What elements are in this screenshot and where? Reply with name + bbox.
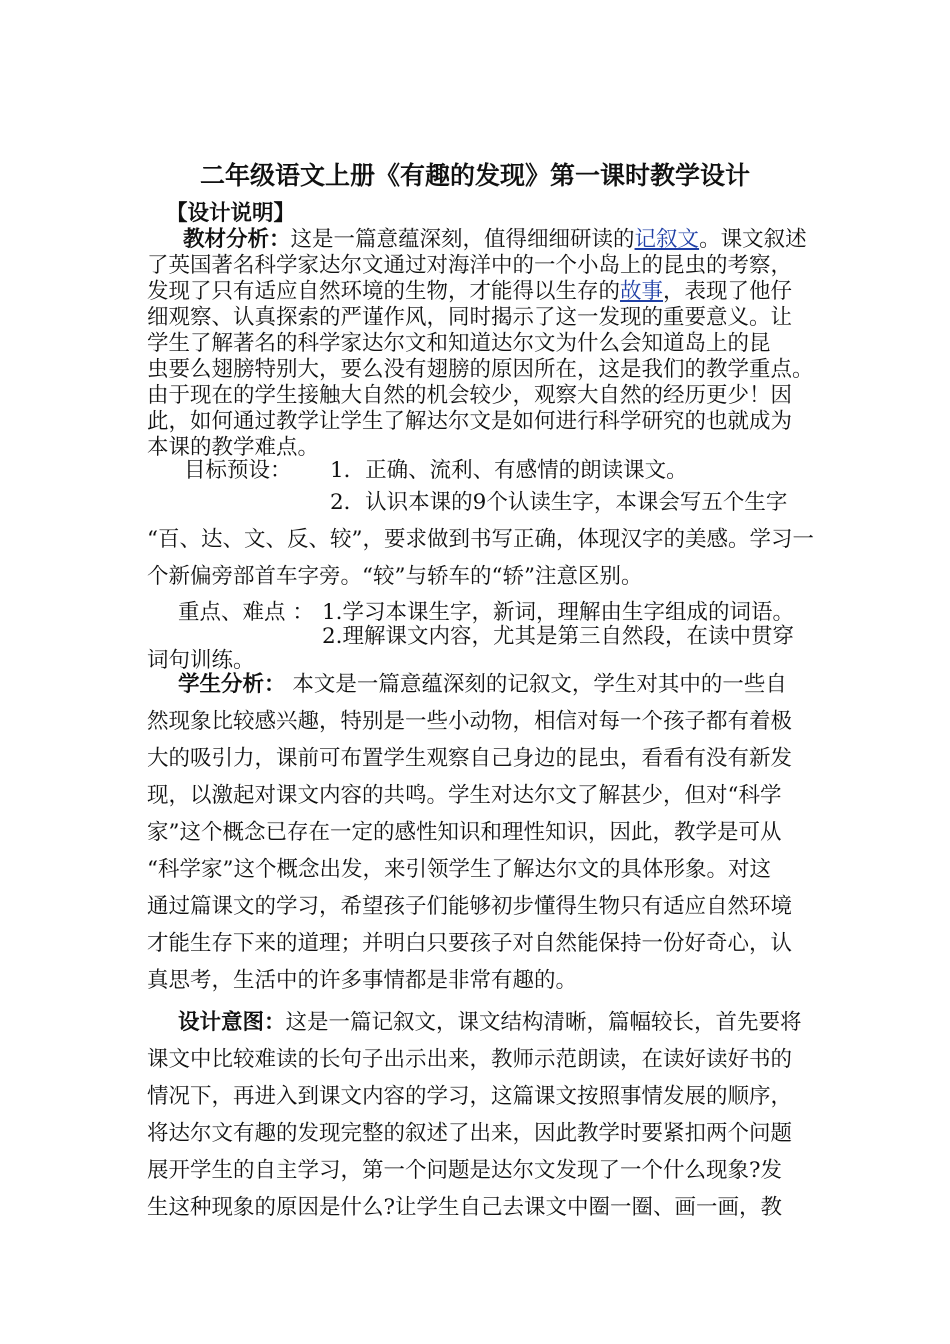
key-points-label: 重点、难点 ： — [178, 600, 314, 625]
material-line-4: 细观察、认真探索的严谨作风，同时揭示了这一发现的重要意义。让 — [147, 305, 793, 330]
student-text: 本文是一篇意蕴深刻的记叙文，学生对其中的一些自 — [285, 672, 787, 697]
student-line-6: “科学家”这个概念出发，来引领学生了解达尔文的具体形象。对这 — [147, 857, 771, 882]
key-point-1: 1.学习本课生字，新词，理解由生字组成的词语。 — [322, 600, 795, 625]
material-line-3 — [147, 279, 792, 305]
material-line-9: 本课的教学难点。 — [147, 435, 320, 460]
student-line-7: 通过篇课文的学习，希望孩子们能够初步懂得生物只有适应自然环境 — [147, 894, 793, 919]
design-line-6: 生这种现象的原因是什么?让学生自己去课文中圈一圈、画一画，教 — [147, 1195, 783, 1220]
key-point-2: 2.理解课文内容，尤其是第三自然段，在读中贯穿 — [322, 624, 795, 649]
material-line-5: 学生了解著名的科学家达尔文和知道达尔文为什么会知道岛上的昆 — [147, 331, 771, 356]
material-label: 教材分析 — [183, 227, 270, 252]
material-line-7: 由于现在的学生接触大自然的机会较少，观察大自然的经历更少！因 — [147, 383, 793, 408]
material-text: 。课文叙述 — [699, 227, 807, 252]
goal-item-2-line-2: “百、达、文、反、较”，要求做到书写正确，体现汉字的美感。学习一 — [147, 527, 814, 552]
design-line-5: 展开学生的自主学习，第一个问题是达尔文发现了一个什么现象?发 — [147, 1158, 783, 1183]
student-line-2: 然现象比较感兴趣，特别是一些小动物，相信对每一个孩子都有着极 — [147, 709, 793, 734]
goal-item-2: 2．认识本课的9个认读生字，本课会写五个生字 — [330, 490, 788, 515]
material-line-2: 了英国著名科学家达尔文通过对海洋中的一个小岛上的昆虫的考察， — [147, 253, 793, 278]
goal-item-2-line-3: 个新偏旁部首车字旁。“较”与轿车的“轿”注意区别。 — [147, 564, 643, 589]
student-line-9: 真思考，生活中的许多事情都是非常有趣的。 — [147, 968, 578, 993]
design-line-3: 情况下，再进入到课文内容的学习，这篇课文按照事情发展的顺序， — [147, 1084, 793, 1109]
section-heading: 【设计说明】 — [166, 201, 296, 226]
student-label: 学生分析： — [178, 672, 286, 697]
material-text: 这是一篇意蕴深刻，值得细细研读的 — [290, 227, 635, 252]
student-line-3: 大的吸引力，课前可布置学生观察自己身边的昆虫，看看有没有新发 — [147, 746, 793, 771]
student-line-1 — [178, 672, 787, 698]
student-line-8: 才能生存下来的道理；并明白只要孩子对自然能保持一份好奇心，认 — [147, 931, 793, 956]
goals-label: 目标预设： — [184, 458, 292, 483]
narrative-link[interactable]: 记叙文 — [634, 227, 700, 252]
material-text: 发现了只有适应自然环境的生物，才能得以生存的 — [147, 279, 621, 304]
material-line-1 — [183, 227, 807, 253]
design-line-4: 将达尔文有趣的发现完整的叙述了出来，因此教学时要紧扣两个问题 — [147, 1121, 793, 1146]
document-title: 二年级语文上册《有趣的发现》第一课时教学设计 — [199, 161, 750, 190]
material-text: ，表现了他仔 — [663, 279, 793, 304]
design-text: 这是一篇记叙文，课文结构清晰，篇幅较长，首先要将 — [285, 1010, 802, 1035]
material-colon: ： — [269, 227, 291, 252]
design-label: 设计意图： — [178, 1010, 286, 1035]
design-line-1 — [178, 1010, 802, 1036]
key-point-2-line-2: 词句训练。 — [147, 648, 255, 673]
student-line-4: 现，以激起对课文内容的共鸣。学生对达尔文了解甚少，但对“科学 — [147, 783, 782, 808]
student-line-5: 家”这个概念已存在一定的感性知识和理性知识，因此，教学是可从 — [147, 820, 782, 845]
goal-item-1: 1．正确、流利、有感情的朗读课文。 — [330, 458, 688, 483]
story-link[interactable]: 故事 — [620, 279, 664, 304]
material-line-6: 虫要么翅膀特别大，要么没有翅膀的原因所在，这是我们的教学重点。 — [147, 357, 814, 382]
material-line-8: 此，如何通过教学让学生了解达尔文是如何进行科学研究的也就成为 — [147, 409, 793, 434]
design-line-2: 课文中比较难读的长句子出示出来，教师示范朗读，在读好读好书的 — [147, 1047, 793, 1072]
